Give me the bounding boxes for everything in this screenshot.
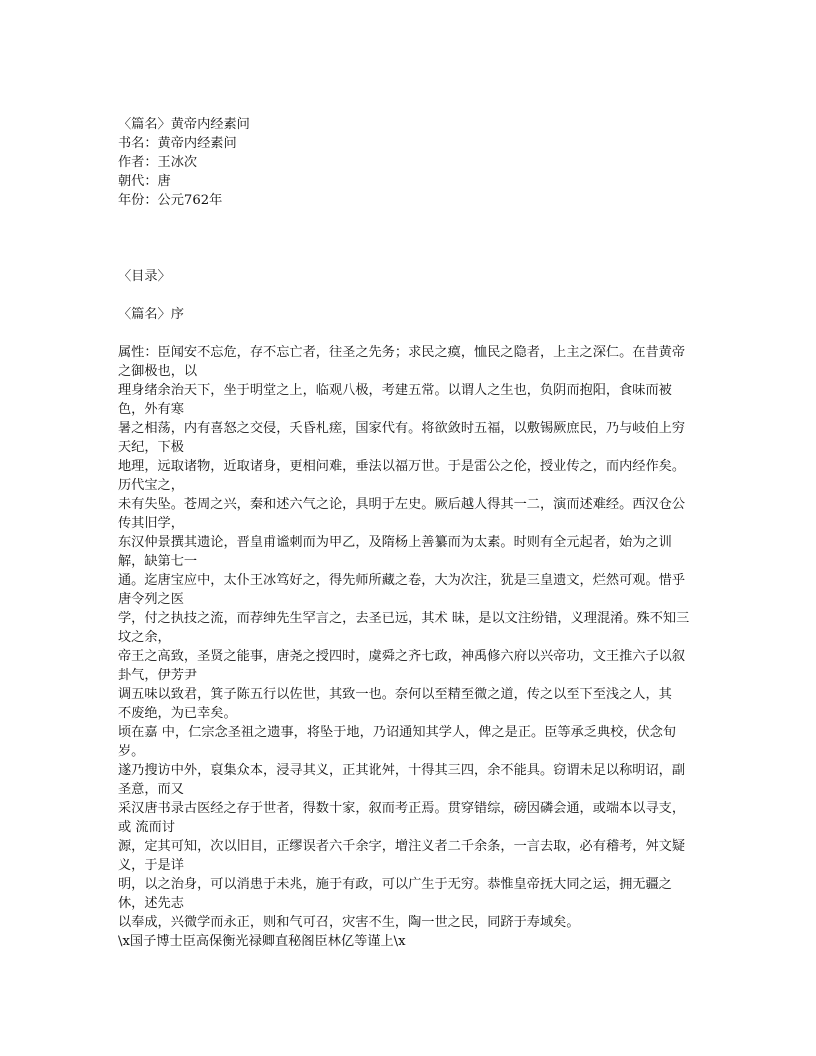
dynasty: 朝代：唐 [118, 174, 171, 189]
body-line: 不废绝，为已幸矣。 [118, 706, 237, 721]
section-title: 〈篇名〉序 [118, 307, 184, 322]
body-line: 顷在嘉 中，仁宗念圣祖之遗事，将坠于地，乃诏通知其学人，俾之是正。臣等承乏典校，伏念旬岁。 [118, 725, 677, 759]
author: 作者：王冰次 [118, 155, 198, 170]
body-line: 暑之相荡，内有喜怒之交侵，夭昏札瘥，国家代有。将欲敛时五福，以敷锡厥庶民，乃与岐伯上穷天纪，下极 [118, 421, 686, 455]
year: 年份：公元762年 [118, 193, 223, 208]
body-line: 地理，远取诸物，近取诸身，更相问难，垂法以福万世。于是雷公之伦，授业传之，而内经作矣。历代宝之， [118, 459, 686, 493]
body-line: 帝王之高致，圣贤之能事，唐尧之授四时，虞舜之齐七政，神禹修六府以兴帝功，文王推六子以叙卦气，伊芳尹 [118, 649, 686, 683]
metadata-block [118, 115, 698, 210]
chapter-tag: 〈篇名〉黄帝内经素问 [118, 117, 250, 132]
signature-line: \x国子博士臣高保衡光禄卿直秘阁臣林亿等谨上\x [118, 934, 406, 949]
body-line: 学，付之执技之流，而荐绅先生罕言之，去圣已远，其术 昧，是以文注纷错，义理混淆。殊不知三坟之余， [118, 611, 690, 645]
body-line: 理身绪余治天下，坐于明堂之上，临观八极，考建五常。以谓人之生也，负阴而抱阳，食味而被色，外有寒 [118, 383, 672, 417]
body-line: 属性：臣闻安不忘危，存不忘亡者，往圣之先务；求民之瘼，恤民之隐者，上主之深仁。在昔黄帝之御极也，以 [118, 345, 686, 379]
book-name: 书名：黄帝内经素问 [118, 136, 237, 151]
body-line: 未有失坠。苍周之兴，秦和述六气之论，具明于左史。厥后越人得其一二，演而述难经。西汉仓公传其旧学， [118, 497, 686, 531]
toc-label: 〈目录〉 [118, 269, 171, 284]
body-text [118, 343, 698, 951]
body-line: 明，以之治身，可以消患于未兆，施于有政，可以广生于无穷。恭惟皇帝抚大同之运，拥无疆之休，述先志 [118, 877, 672, 911]
body-line: 通。迄唐宝应中，太仆王冰笃好之，得先师所藏之卷，大为次注，犹是三皇遗文，烂然可观。惜乎唐令列之医 [118, 573, 686, 607]
body-line: 采汉唐书录古医经之存于世者，得数十家，叙而考正焉。贯穿错综，磅因磷会通，或端本以寻支，或 流而讨 [118, 801, 686, 835]
document-page [118, 115, 698, 951]
body-line: 遂乃搜访中外，裒集众本，浸寻其义，正其讹舛，十得其三四，余不能具。窃谓未足以称明诏，副圣意，而又 [118, 763, 686, 797]
body-line: 东汉仲景撰其遗论，晋皇甫谧刺而为甲乙，及隋杨上善纂而为太素。时则有全元起者，始为之训解，缺第七一 [118, 535, 672, 569]
body-line: 以奉成，兴微学而永正，则和气可召，灾害不生，陶一世之民，同跻于寿域矣。 [118, 915, 580, 930]
body-line: 源，定其可知，次以旧目，正缪误者六千余字，增注义者二千余条，一言去取，必有稽考，舛文疑义，于是详 [118, 839, 686, 873]
body-line: 调五味以致君，箕子陈五行以佐世，其致一也。奈何以至精至微之道，传之以至下至浅之人，其 [118, 687, 672, 702]
